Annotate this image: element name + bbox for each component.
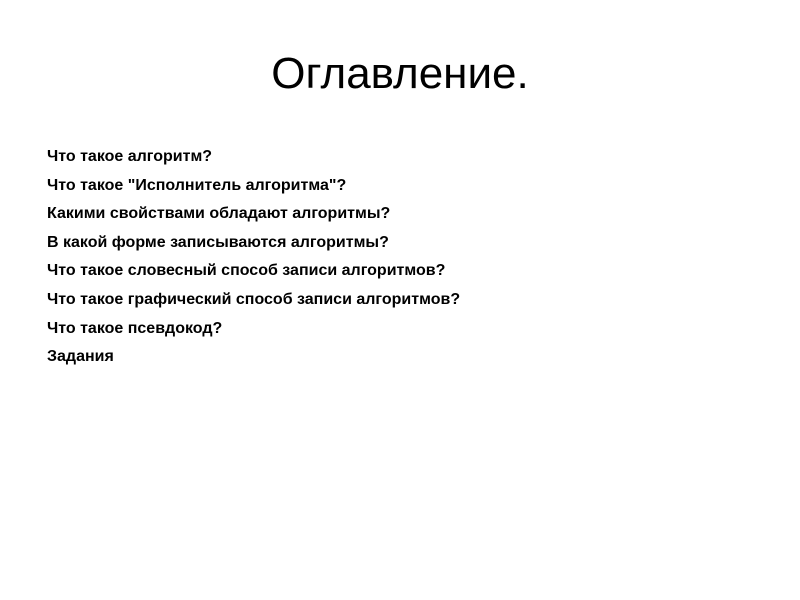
toc-item-algorithm[interactable]: Что такое алгоритм? [47,148,213,165]
slide-title: Оглавление. [271,49,529,98]
toc-item-executor[interactable]: Что такое "Исполнитель алгоритма"? [47,176,347,194]
toc-item-tasks[interactable]: Задания [47,348,114,366]
toc-item-pseudocode[interactable]: Что такое псевдокод? [47,319,223,337]
toc-item-forms[interactable]: В какой форме записываются алгоритмы? [47,233,389,251]
toc-item-graphic-method[interactable]: Что такое графический способ записи алгоритмов? [47,290,461,308]
table-of-contents [47,143,767,372]
toc-item-verbal-method[interactable]: Что такое словесный способ записи алгоритмов? [47,262,446,280]
toc-item-properties[interactable]: Какими свойствами обладают алгоритмы? [47,205,391,223]
